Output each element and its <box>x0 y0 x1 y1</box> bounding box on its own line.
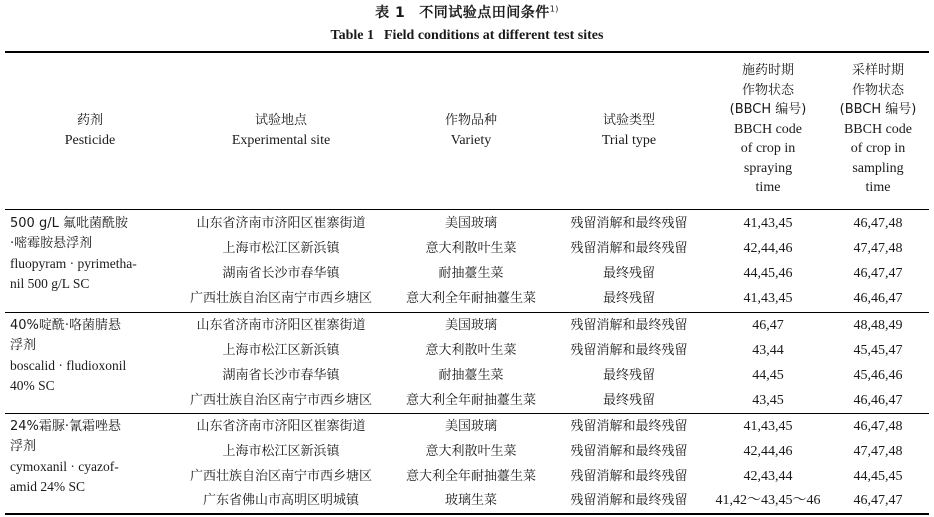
header-trial-type <box>550 111 708 151</box>
spray-bbch-cell: 41,43,45 <box>743 291 793 306</box>
variety-cell: 意大利散叶生菜 <box>425 343 517 358</box>
sample-bbch-cell: 46,47,47 <box>853 493 903 508</box>
variety-cell: 美国玻璃 <box>444 318 497 333</box>
variety-cell: 意大利散叶生菜 <box>425 241 517 256</box>
pesticide-line: 浮剂 <box>10 338 37 353</box>
group-divider-1 <box>5 312 929 313</box>
spray-bbch-cell: 41,43,45 <box>743 216 793 231</box>
header-rule <box>5 209 929 210</box>
header-pesticide <box>10 111 170 151</box>
pesticide-line: 24%霜脲·氰霜唑悬 <box>10 419 122 434</box>
trial-type-cell: 最终残留 <box>602 266 655 281</box>
header-spray-en2: of crop in <box>740 141 796 156</box>
sample-bbch-cell: 46,47,47 <box>853 266 903 281</box>
header-sample-cn2: 作物状态 <box>851 82 904 98</box>
header-pesticide-cn: 药剂 <box>76 113 103 128</box>
header-sample-cn1: 采样时期 <box>851 63 904 78</box>
variety-cell: 耐抽薹生菜 <box>438 368 504 383</box>
table-title-en: Field conditions at different test sites <box>384 28 604 43</box>
pesticide-line: 40% SC <box>10 378 55 393</box>
table-caption-en <box>0 28 934 44</box>
pesticide-line: 浮剂 <box>10 439 37 454</box>
header-site-cn: 试验地点 <box>254 113 307 128</box>
header-sample-en4: time <box>865 180 891 195</box>
variety-cell: 玻璃生菜 <box>444 493 497 508</box>
top-rule <box>5 51 929 53</box>
trial-type-cell: 残留消解和最终残留 <box>570 241 688 256</box>
header-spray-cn3: (BBCH 编号) <box>729 102 807 117</box>
site-cell: 广西壮族自治区南宁市西乡塘区 <box>189 291 372 306</box>
sample-bbch-cell: 45,45,47 <box>853 343 903 358</box>
table-number-en: Table 1 <box>330 28 374 43</box>
site-cell: 山东省济南市济阳区崔寨街道 <box>196 419 366 434</box>
spray-bbch-cell: 46,47 <box>752 318 784 333</box>
trial-type-cell: 最终残留 <box>602 368 655 383</box>
spray-bbch-cell: 41,42～43,45～46 <box>715 493 821 508</box>
header-sample-en3: sampling <box>852 160 904 176</box>
trial-type-cell: 残留消解和最终残留 <box>570 493 688 508</box>
trial-type-cell: 最终残留 <box>602 393 655 408</box>
header-spray-cn1: 施药时期 <box>741 63 794 78</box>
header-variety-en: Variety <box>450 133 492 148</box>
sample-bbch-cell: 46,47,48 <box>853 419 903 434</box>
spray-bbch-cell: 44,45 <box>752 368 784 383</box>
bottom-rule <box>5 513 929 515</box>
pesticide-line: cymoxanil · cyazof- <box>10 459 119 474</box>
header-sample-en2: of crop in <box>850 141 906 156</box>
pesticide-line: nil 500 g/L SC <box>10 276 90 291</box>
header-site-en: Experimental site <box>231 133 331 148</box>
header-sample-en1: BBCH code <box>843 121 913 137</box>
variety-cell: 意大利散叶生菜 <box>425 444 517 459</box>
sample-bbch-cell: 46,46,47 <box>853 291 903 306</box>
sample-bbch-cell: 46,47,48 <box>853 216 903 231</box>
header-spray-en4: time <box>755 180 781 195</box>
table-title-cn: 不同试验点田间条件 <box>419 5 550 21</box>
variety-cell: 美国玻璃 <box>444 216 497 231</box>
variety-cell: 耐抽薹生菜 <box>438 266 504 281</box>
pesticide-cell <box>10 316 170 396</box>
variety-cell: 意大利全年耐抽薹生菜 <box>405 469 536 484</box>
header-sample-cn3: (BBCH 编号) <box>839 102 917 117</box>
header-trial-cn: 试验类型 <box>602 113 655 128</box>
site-cell: 上海市松江区新浜镇 <box>222 343 340 358</box>
sample-bbch-cell: 48,48,49 <box>853 318 903 333</box>
header-spray-cn2: 作物状态 <box>741 82 794 98</box>
header-variety <box>392 111 550 151</box>
sample-bbch-cell: 47,47,48 <box>853 241 903 256</box>
sample-bbch-cell: 44,45,45 <box>853 469 903 484</box>
spray-bbch-cell: 44,45,46 <box>743 266 793 281</box>
header-pesticide-en: Pesticide <box>64 133 116 148</box>
pesticide-line: boscalid · fludioxonil <box>10 358 127 373</box>
variety-cell: 意大利全年耐抽薹生菜 <box>405 291 536 306</box>
header-site <box>170 111 392 151</box>
variety-cell: 意大利全年耐抽薹生菜 <box>405 393 536 408</box>
site-cell: 广西壮族自治区南宁市西乡塘区 <box>189 393 372 408</box>
site-cell: 上海市松江区新浜镇 <box>222 444 340 459</box>
spray-bbch-cell: 43,44 <box>752 343 784 358</box>
trial-type-cell: 残留消解和最终残留 <box>570 343 688 358</box>
trial-type-cell: 残留消解和最终残留 <box>570 216 688 231</box>
pesticide-line: ·嘧霉胺悬浮剂 <box>10 236 93 251</box>
pesticide-cell <box>10 417 170 497</box>
header-variety-cn: 作物品种 <box>444 113 497 128</box>
header-spray-en3: spraying <box>743 160 793 176</box>
site-cell: 广东省佛山市高明区明城镇 <box>202 493 359 508</box>
table-caption-cn <box>0 2 934 22</box>
header-trial-en: Trial type <box>601 133 657 148</box>
sample-bbch-cell: 47,47,48 <box>853 444 903 459</box>
spray-bbch-cell: 41,43,45 <box>743 419 793 434</box>
site-cell: 山东省济南市济阳区崔寨街道 <box>196 318 366 333</box>
table-number-cn: 表 1 <box>375 5 406 21</box>
header-sampling-bbch <box>828 61 928 198</box>
trial-type-cell: 最终残留 <box>602 291 655 306</box>
trial-type-cell: 残留消解和最终残留 <box>570 469 688 484</box>
spray-bbch-cell: 42,44,46 <box>743 444 793 459</box>
pesticide-cell <box>10 214 170 294</box>
pesticide-line: amid 24% SC <box>10 479 86 494</box>
site-cell: 湖南省长沙市春华镇 <box>222 266 340 281</box>
trial-type-cell: 残留消解和最终残留 <box>570 419 688 434</box>
header-spray-en1: BBCH code <box>733 121 803 137</box>
group-divider-2 <box>5 413 929 414</box>
trial-type-cell: 残留消解和最终残留 <box>570 444 688 459</box>
sample-bbch-cell: 45,46,46 <box>853 368 903 383</box>
variety-cell: 美国玻璃 <box>444 419 497 434</box>
pesticide-line: 40%啶酰·咯菌腈悬 <box>10 318 122 333</box>
pesticide-line: 500 g/L 氟吡菌酰胺 <box>10 216 128 231</box>
site-cell: 湖南省长沙市春华镇 <box>222 368 340 383</box>
pesticide-line: fluopyram · pyrimetha- <box>10 256 137 271</box>
spray-bbch-cell: 43,45 <box>752 393 784 408</box>
spray-bbch-cell: 42,43,44 <box>743 469 793 484</box>
spray-bbch-cell: 42,44,46 <box>743 241 793 256</box>
sample-bbch-cell: 46,46,47 <box>853 393 903 408</box>
site-cell: 山东省济南市济阳区崔寨街道 <box>196 216 366 231</box>
site-cell: 上海市松江区新浜镇 <box>222 241 340 256</box>
footnote-mark: 1) <box>549 4 559 14</box>
trial-type-cell: 残留消解和最终残留 <box>570 318 688 333</box>
site-cell: 广西壮族自治区南宁市西乡塘区 <box>189 469 372 484</box>
header-spraying-bbch <box>708 61 828 198</box>
